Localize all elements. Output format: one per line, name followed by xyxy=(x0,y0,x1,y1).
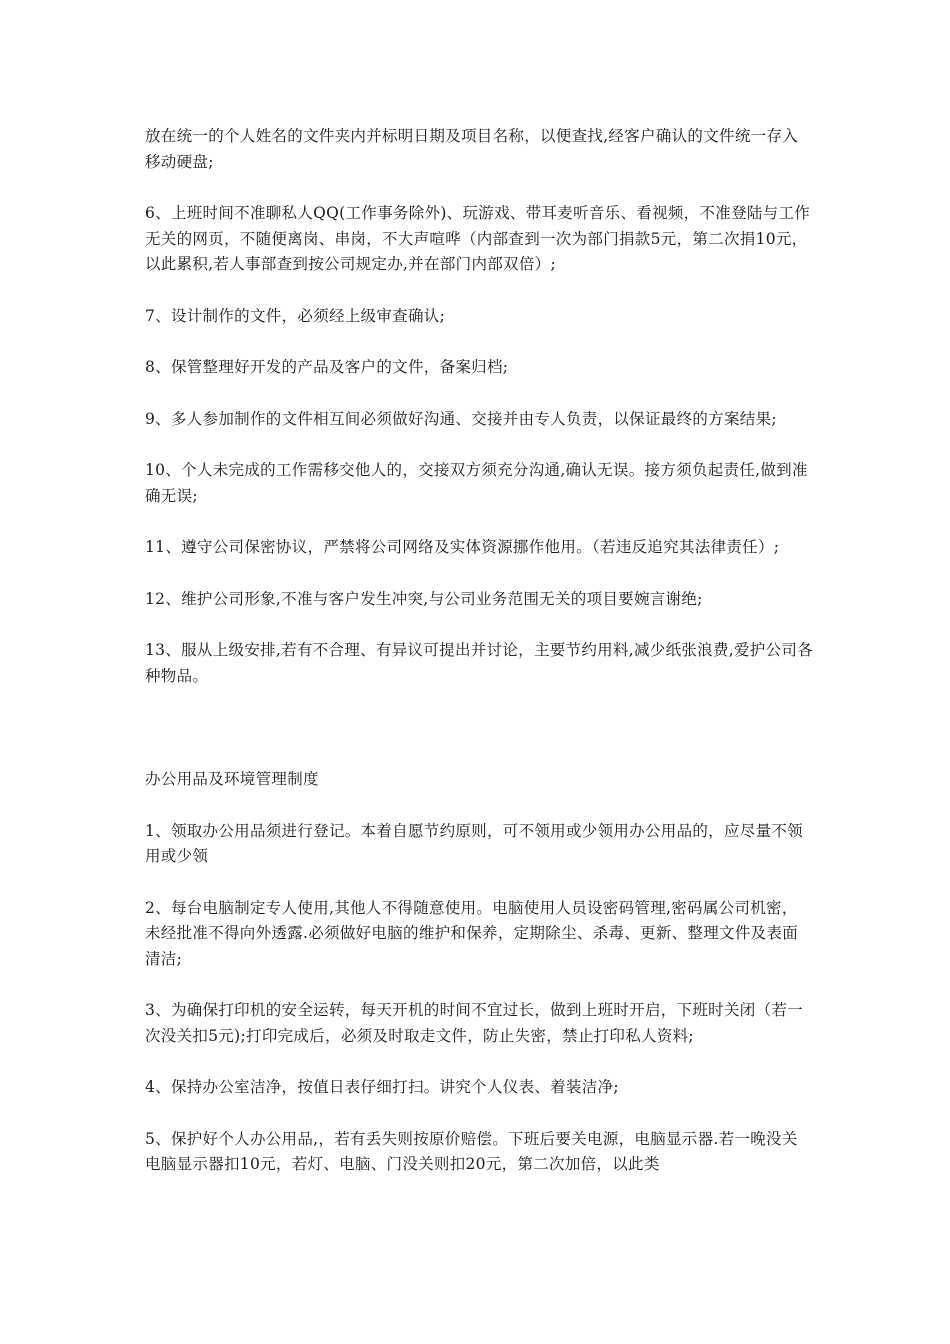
rule-item-10: 10、个人未完成的工作需移交他人的，交接双方须充分沟通,确认无误。接方须负起责任,做到准确无误; xyxy=(145,461,808,505)
rule-item-13: 13、服从上级安排,若有不合理、有异议可提出并讨论，主要节约用料,减少纸张浪费,爱护公司各种物品。 xyxy=(145,641,814,685)
rule-item-11: 11、遵守公司保密协议，严禁将公司网络及实体资源挪作他用。（若违反追究其法律责任）; xyxy=(145,538,780,556)
rule-item-12: 12、维护公司形象,不准与客户发生冲突,与公司业务范围无关的项目要婉言谢绝; xyxy=(145,589,703,608)
office-rule-item-4: 4、保持办公室洁净，按值日表仔细打扫。讲究个人仪表、着装洁净; xyxy=(145,1078,619,1096)
section-title: 办公用品及环境管理制度 xyxy=(145,770,319,788)
office-rule-item-1: 1、领取办公用品须进行登记。本着自愿节约原则，可不领用或少领用办公用品的，应尽量不领用或少领 xyxy=(145,821,803,865)
section-spacer xyxy=(145,715,813,767)
rule-item-8: 8、保管整理好开发的产品及客户的文件，备案归档; xyxy=(145,358,509,376)
rule-item-7: 7、设计制作的文件，必须经上级审查确认; xyxy=(145,306,446,325)
rule-item-9: 9、多人参加制作的文件相互间必须做好沟通、交接并由专人负责，以保证最终的方案结果; xyxy=(145,409,777,428)
office-rule-item-2: 2、每台电脑制定专人使用,其他人不得随意使用。电脑使用人员设密码管理,密码属公司机密，未经批准不得向外透露.必须做好电脑的维护和保养，定期除尘、杀毒、更新、整理文件及表面清洁; xyxy=(145,898,799,968)
rule-item-6: 6、上班时间不准聊私人QQ(工作事务除外)、玩游戏、带耳麦听音乐、看视频，不准登陆与工作无关的网页，不随便离岗、串岗，不大声喧哗（内部查到一次为部门捐款5元，第二次捐10元，以此累积,若人事部查到按公司规定办,并在部门内部双倍）; xyxy=(145,204,811,273)
rule-paragraph-continued: 放在统一的个人姓名的文件夹内并标明日期及项目名称，以便查找,经客户确认的文件统一存入移动硬盘; xyxy=(145,127,799,171)
document-page xyxy=(145,124,813,1204)
office-rule-item-5: 5、保护好个人办公用品,，若有丢失则按原价赔偿。下班后要关电源，电脑显示器.若一晚没关电脑显示器扣10元，若灯、电脑、门没关则扣20元，第二次加倍，以此类 xyxy=(145,1129,798,1173)
office-rule-item-3: 3、为确保打印机的安全运转，每天开机的时间不宜过长，做到上班时开启，下班时关闭（若一次没关扣5元);打印完成后，必须及时取走文件，防止失密，禁止打印私人资料; xyxy=(145,1001,803,1045)
